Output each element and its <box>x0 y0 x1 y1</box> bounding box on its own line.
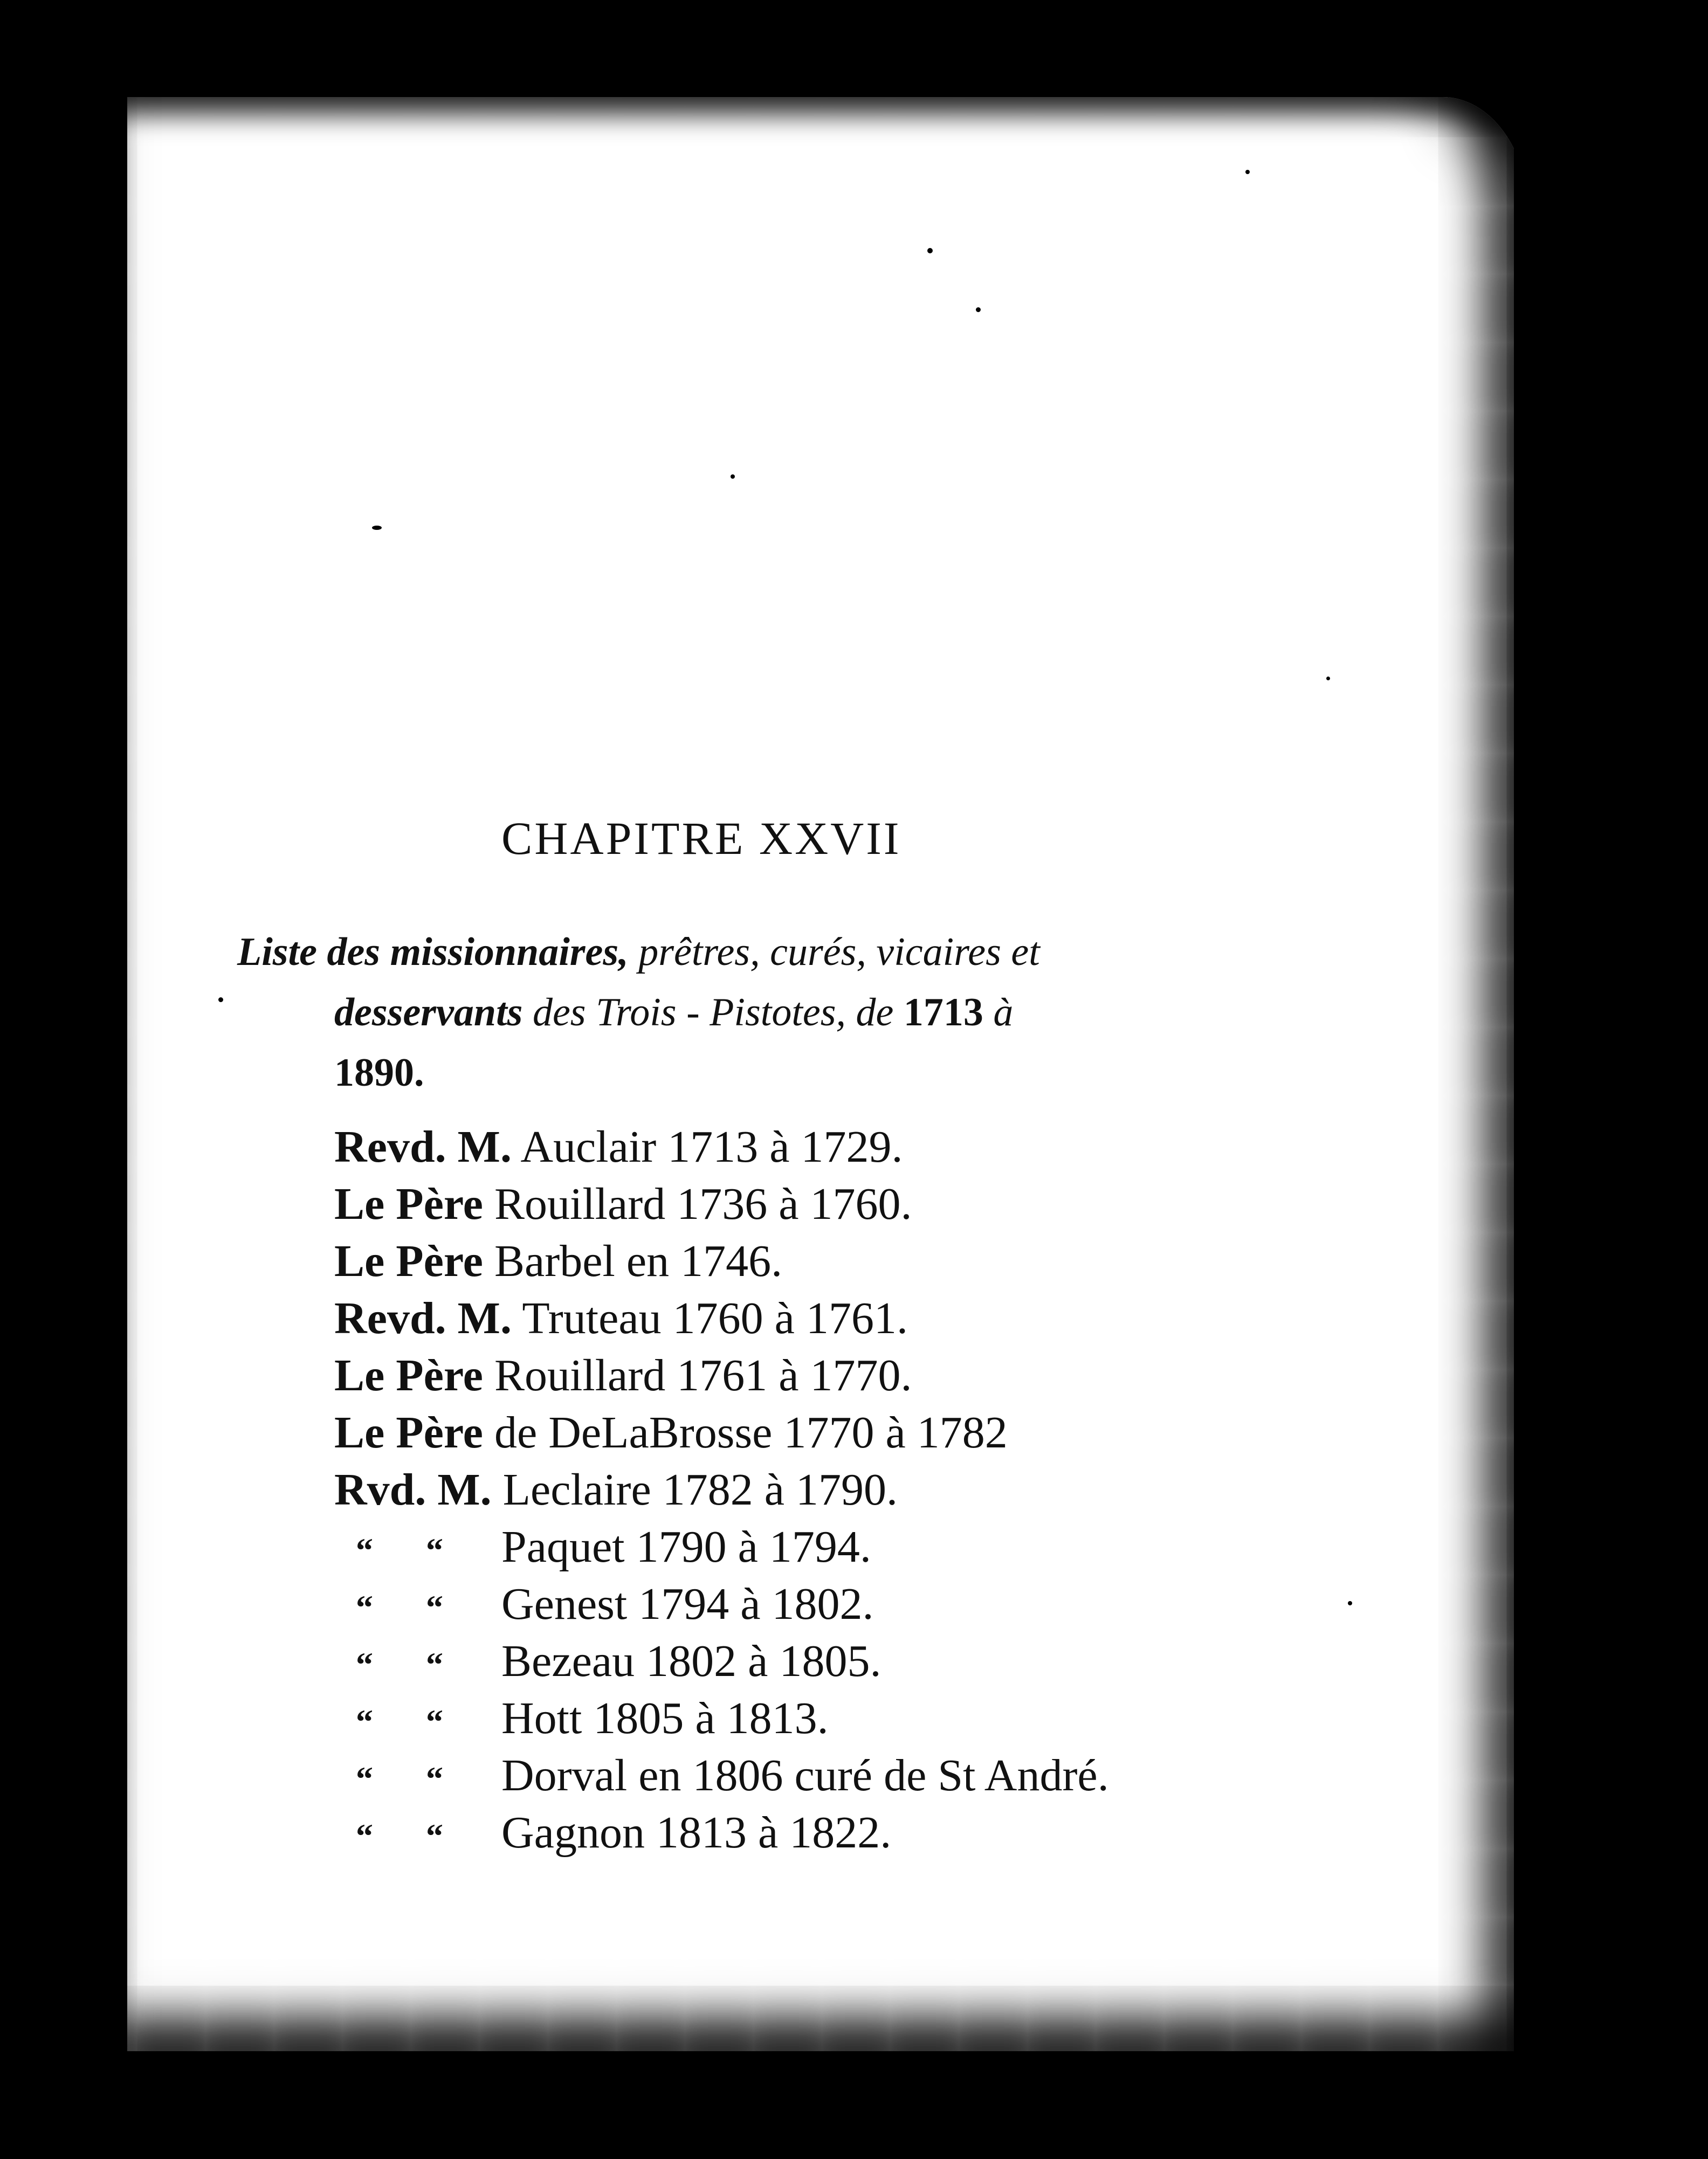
list-item-ditto: “ “ Gagnon 1813 à 1822. <box>356 1808 892 1858</box>
scan-top-edge <box>0 0 1708 59</box>
list-item-ditto: “ “ Dorval en 1806 curé de St André. <box>356 1750 1109 1801</box>
list-item-ditto: “ “ Paquet 1790 à 1794. <box>356 1522 871 1572</box>
dust-speck <box>1245 170 1250 174</box>
list-item: Le Père de DeLaBrosse 1770 à 1782 <box>334 1408 1008 1458</box>
list-item-ditto: “ “ Hott 1805 à 1813. <box>356 1693 829 1743</box>
dust-speck <box>372 526 382 530</box>
binding-gutter-line <box>108 65 127 2016</box>
caption-line1-rest: prêtres, curés, vicaires et <box>628 930 1040 974</box>
caption-line2-bold: desservants <box>334 990 523 1034</box>
dust-speck <box>976 307 981 312</box>
list-item: Le Père Rouillard 1761 à 1770. <box>334 1350 912 1401</box>
chapter-heading: CHAPITRE XXVII <box>501 812 901 864</box>
scan-bottom-edge <box>0 2051 1708 2159</box>
list-item: Rvd. M. Leclaire 1782 à 1790. <box>334 1465 898 1515</box>
caption-line2-year: 1713 <box>903 990 983 1034</box>
list-item: Le Père Rouillard 1736 à 1760. <box>334 1179 912 1229</box>
list-item: Le Père Barbel en 1746. <box>334 1236 783 1286</box>
dust-speck <box>218 997 223 1002</box>
clergy-list <box>334 1119 1109 1861</box>
book-binding <box>0 0 102 2159</box>
list-item-ditto: “ “ Genest 1794 à 1802. <box>356 1579 874 1629</box>
dust-speck <box>1326 677 1330 680</box>
dust-speck <box>731 474 735 479</box>
list-item: Revd. M. Truteau 1760 à 1761. <box>334 1293 908 1343</box>
dust-speck <box>1348 1601 1352 1605</box>
scan-right-edge <box>1514 0 1708 2159</box>
caption-line3: 1890. <box>334 1051 424 1095</box>
list-item-ditto: “ “ Bezeau 1802 à 1805. <box>356 1636 881 1686</box>
dust-speck <box>927 248 933 253</box>
caption-line1-bold: Liste des missionnaires, <box>237 930 629 974</box>
caption-line2-rest: des Trois - Pistotes, de <box>522 990 904 1034</box>
caption-line2-end: à <box>983 990 1014 1034</box>
chapter-caption <box>237 922 1197 1103</box>
list-item: Revd. M. Auclair 1713 à 1729. <box>334 1122 903 1172</box>
